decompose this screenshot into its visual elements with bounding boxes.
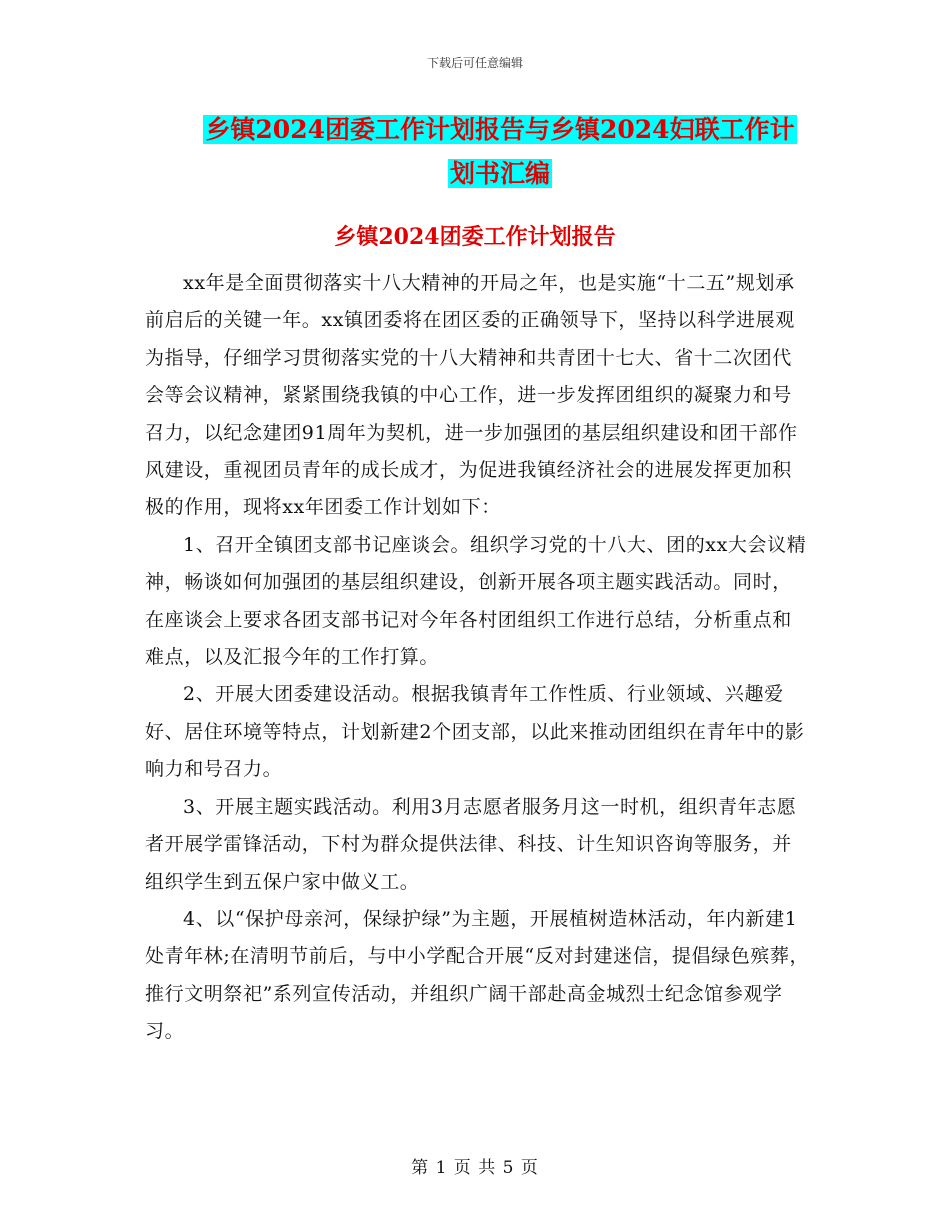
paragraph-item-3: 3、开展主题实践活动。利用3月志愿者服务月这一时机，组织青年志愿者开展学雷锋活动，下村为群众提供法律、科技、计生知识咨询等服务，并组织学生到五保户家中做义工。 [145,795,797,893]
paragraph-item-4: 4、以“保护母亲河，保绿护绿”为主题，开展植树造林活动，年内新建1处青年林;在清明节前后，与中小学配合开展“反对封建迷信，提倡绿色殡葬，推行文明祭祀”系列宣传活动，并组织广阔干部赴高金城烈士纪念馆参观学习。 [145,907,810,1043]
page-number-footer: 第 1 页 共 5 页 [411,1158,539,1178]
document-title-line1: 乡镇2024团委工作计划报告与乡镇2024妇联工作计 [205,115,795,144]
paragraph-item-2: 2、开展大团委建设活动。根据我镇青年工作性质、行业领域、兴趣爱好、居住环境等特点，计划新建2个团支部，以此来推动团组织在青年中的影响力和号召力。 [145,683,805,781]
document-title-line2: 划书汇编 [449,159,550,188]
paragraph-intro: xx年是全面贯彻落实十八大精神的开局之年，也是实施“十二五”规划承前启后的关键一年。xx镇团委将在团区委的正确领导下，坚持以科学进展观为指导，仔细学习贯彻落实党的十八大精神和共青团十七大、省十二次团代会等会议精神，紧紧围绕我镇的中心工作，进一步发挥团组织的凝聚力和号召力，以纪念建团91周年为契机，进一步加强团的基层组织建设和团干部作风建设，重视团员青年的成长成才，为促进我镇经济社会的进展发挥更加积极的作用，现将xx年团委工作计划如下： [145,272,798,519]
document-title [190,108,810,196]
section-title: 乡镇2024团委工作计划报告 [334,224,616,250]
document-body [145,265,810,1051]
page-header-note: 下载后可任意编辑 [426,56,523,70]
paragraph-item-1: 1、召开全镇团支部书记座谈会。组织学习党的十八大、团的xx大会议精神，畅谈如何加强团的基层组织建设，创新开展各项主题实践活动。同时，在座谈会上要求各团支部书记对今年各村团组织工作进行总结，分析重点和难点，以及汇报今年的工作打算。 [145,533,807,669]
